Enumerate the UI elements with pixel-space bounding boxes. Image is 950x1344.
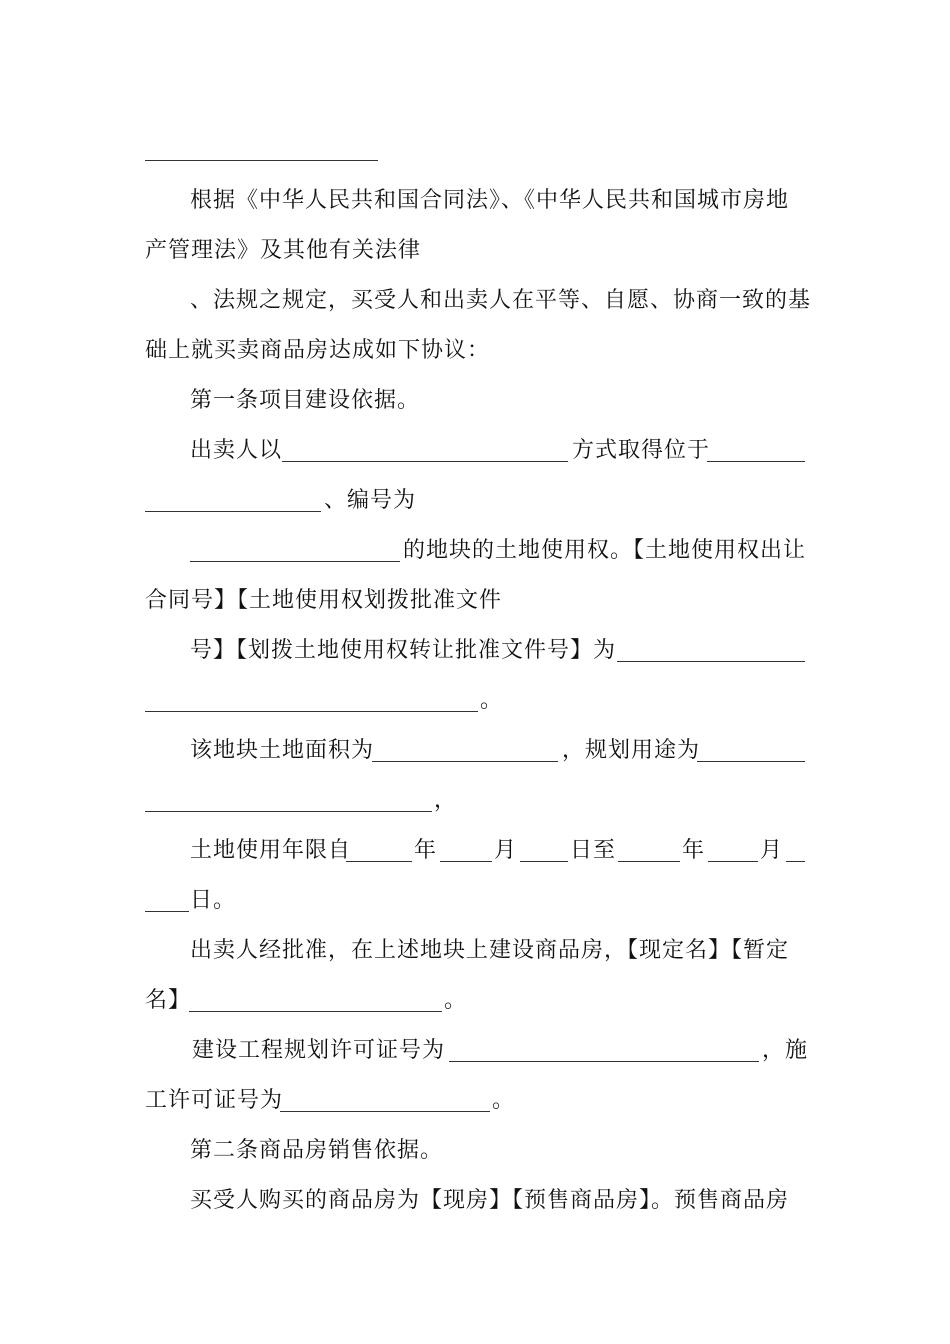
fill-blank-planned-use-cont[interactable] xyxy=(145,811,432,812)
fill-blank-parcel-number[interactable] xyxy=(190,561,400,562)
fill-blank-project-name[interactable] xyxy=(189,1011,442,1012)
text: 、法规之规定，买受人和出卖人在平等、自愿、协商一致的基 xyxy=(190,288,812,313)
text: 月 xyxy=(760,838,784,863)
paragraph-line xyxy=(0,1186,950,1236)
text: 出卖人以 xyxy=(190,438,283,463)
paragraph-line xyxy=(0,986,950,1036)
fill-blank-land-area[interactable] xyxy=(372,761,558,762)
text: 名】 xyxy=(145,988,192,1013)
paragraph-line xyxy=(0,336,950,386)
paragraph-line xyxy=(0,786,950,836)
text: 日至 xyxy=(570,838,617,863)
paragraph-line xyxy=(0,886,950,936)
text: 的地块的土地使用权。【土地使用权出让 xyxy=(403,538,807,563)
text: 合同号】【土地使用权划拨批准文件 xyxy=(145,588,503,613)
paragraph-line xyxy=(0,636,950,686)
text: 年 xyxy=(414,838,438,863)
fill-blank-planning-permit[interactable] xyxy=(449,1061,759,1062)
text: 根据《中华人民共和国合同法》、《中华人民共和国城市房地 xyxy=(190,188,790,213)
article-heading xyxy=(0,386,950,436)
paragraph-line xyxy=(0,1036,950,1086)
text: ，施 xyxy=(762,1038,809,1063)
article-heading xyxy=(0,1136,950,1186)
text: 买受人购买的商品房为【现房】【预售商品房】。预售商品房 xyxy=(190,1188,790,1213)
paragraph-line xyxy=(0,486,950,536)
paragraph-line xyxy=(0,436,950,486)
text: 该地块土地面积为 xyxy=(190,738,375,763)
text: 建设工程规划许可证号为 xyxy=(192,1038,446,1063)
paragraph-line xyxy=(0,236,950,286)
text: 号】【划拨土地使用权转让批准文件号】为 xyxy=(190,638,617,663)
text: 月 xyxy=(494,838,518,863)
fill-blank-end-day[interactable] xyxy=(786,861,805,862)
top-rule xyxy=(145,160,378,161)
text: 土地使用年限自 xyxy=(190,838,352,863)
text: 方式取得位于 xyxy=(572,438,711,463)
fill-blank-acquire-method[interactable] xyxy=(282,461,568,462)
paragraph-line xyxy=(0,286,950,336)
fill-blank-location[interactable] xyxy=(707,461,805,462)
paragraph-line xyxy=(0,836,950,886)
paragraph-line xyxy=(0,686,950,736)
fill-blank-start-year[interactable] xyxy=(346,861,412,862)
text: ， xyxy=(434,788,458,813)
fill-blank-planned-use[interactable] xyxy=(697,761,805,762)
fill-blank-end-year[interactable] xyxy=(618,861,680,862)
fill-blank-end-month[interactable] xyxy=(708,861,758,862)
text: 产管理法》及其他有关法律 xyxy=(145,238,422,263)
text: 础上就买卖商品房达成如下协议： xyxy=(145,338,491,363)
fill-blank-end-day-cont[interactable] xyxy=(145,911,189,912)
paragraph-line xyxy=(0,936,950,986)
text: 工许可证号为 xyxy=(145,1088,284,1113)
text: 。 xyxy=(492,1088,516,1113)
fill-blank-location-cont[interactable] xyxy=(145,511,321,512)
text: ，规划用途为 xyxy=(562,738,701,763)
paragraph-line xyxy=(0,736,950,786)
fill-blank-contract-number-cont[interactable] xyxy=(145,711,478,712)
text: 第二条商品房销售依据。 xyxy=(190,1138,444,1163)
paragraph-line xyxy=(0,536,950,586)
paragraph-line xyxy=(0,1086,950,1136)
paragraph-line xyxy=(0,186,950,236)
text: 、编号为 xyxy=(324,488,417,513)
fill-blank-start-day[interactable] xyxy=(520,861,568,862)
text: 。 xyxy=(480,688,504,713)
fill-blank-contract-number[interactable] xyxy=(617,661,805,662)
text: 。 xyxy=(444,988,468,1013)
fill-blank-start-month[interactable] xyxy=(440,861,492,862)
text: 年 xyxy=(682,838,706,863)
text: 日。 xyxy=(190,888,237,913)
fill-blank-construction-permit[interactable] xyxy=(280,1111,490,1112)
text: 出卖人经批准，在上述地块上建设商品房，【现定名】【暂定 xyxy=(190,938,790,963)
text: 第一条项目建设依据。 xyxy=(190,388,421,413)
paragraph-line xyxy=(0,586,950,636)
